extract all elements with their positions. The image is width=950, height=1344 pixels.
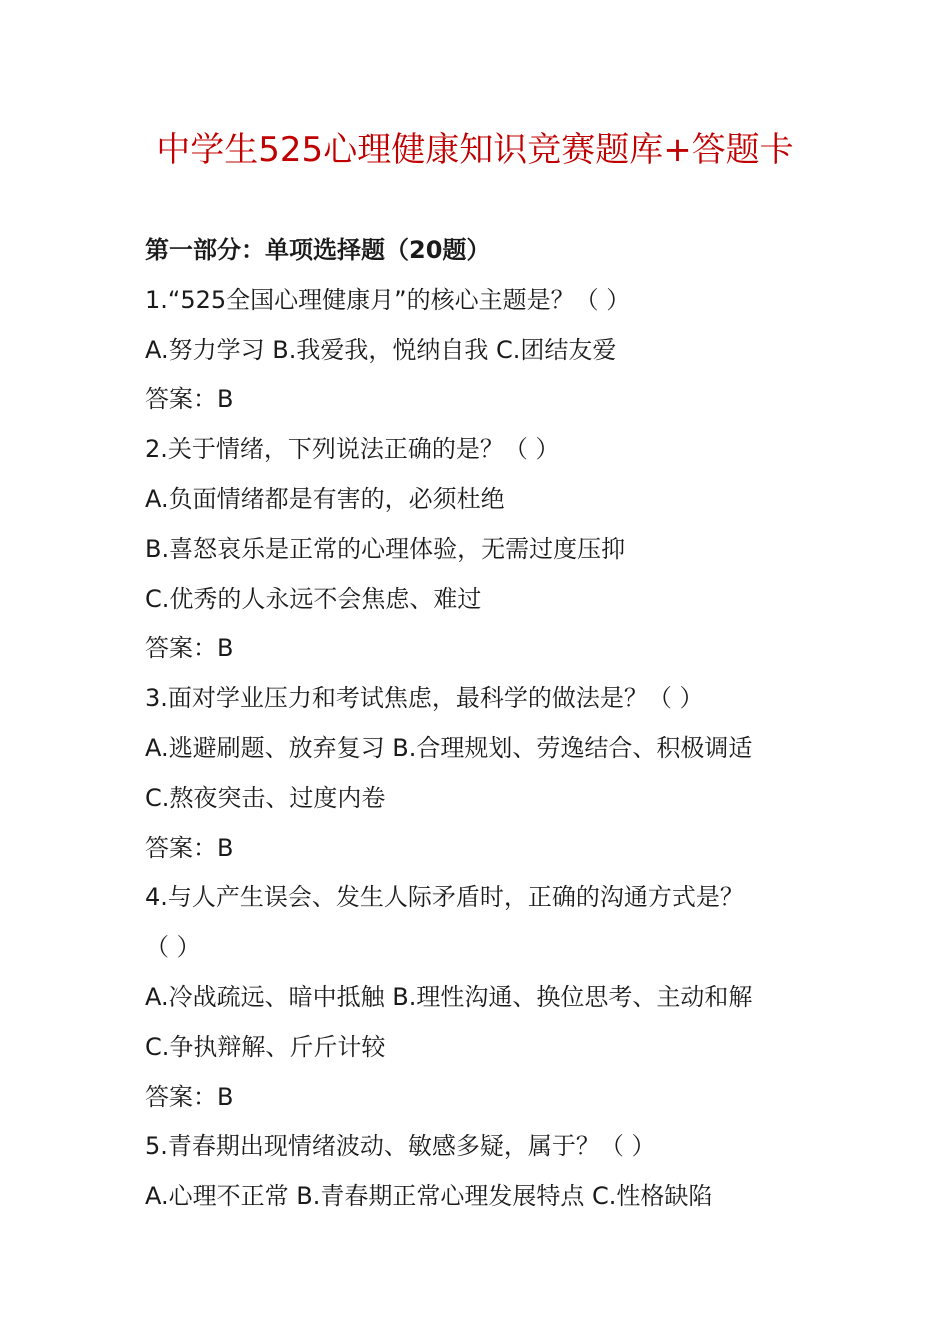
question-3-stem: 3.面对学业压力和考试焦虑，最科学的做法是？（ ） [145,684,704,713]
question-2-option-b: B.喜怒哀乐是正常的心理体验，无需过度压抑 [145,534,626,563]
question-3-answer: 答案：B [145,833,234,862]
document-title: 中学生525心理健康知识竞赛题库+答题卡 [156,130,794,170]
question-4-stem-line-2: （ ） [145,933,201,962]
question-1-options: A.努力学习 B.我爱我，悦纳自我 C.团结友爱 [145,335,617,364]
question-4-answer: 答案：B [145,1082,234,1111]
question-4-options-line-2: C.争执辩解、斤斤计较 [145,1032,386,1061]
question-5-options: A.心理不正常 B.青春期正常心理发展特点 C.性格缺陷 [145,1182,713,1211]
question-2-stem: 2.关于情绪，下列说法正确的是？（ ） [145,435,560,464]
question-2-answer: 答案：B [145,634,234,663]
document-body [145,226,815,1222]
question-5-stem: 5.青春期出现情绪波动、敏感多疑，属于？（ ） [145,1132,656,1161]
section-title: 第一部分：单项选择题（20题） [145,236,491,264]
question-3-options-line-2: C.熬夜突击、过度内卷 [145,783,386,812]
question-4-stem-line-1: 4.与人产生误会、发生人际矛盾时，正确的沟通方式是？ [145,883,744,912]
question-1-answer: 答案：B [145,385,234,414]
question-4-options-line-1: A.冷战疏远、暗中抵触 B.理性沟通、换位思考、主动和解 [145,982,753,1011]
question-2-option-a: A.负面情绪都是有害的，必须杜绝 [145,484,505,513]
question-2-option-c: C.优秀的人永远不会焦虑、难过 [145,584,482,613]
question-1-stem: 1.“525全国心理健康月”的核心主题是？（ ） [145,285,631,314]
question-3-options-line-1: A.逃避刷题、放弃复习 B.合理规划、劳逸结合、积极调适 [145,733,753,762]
